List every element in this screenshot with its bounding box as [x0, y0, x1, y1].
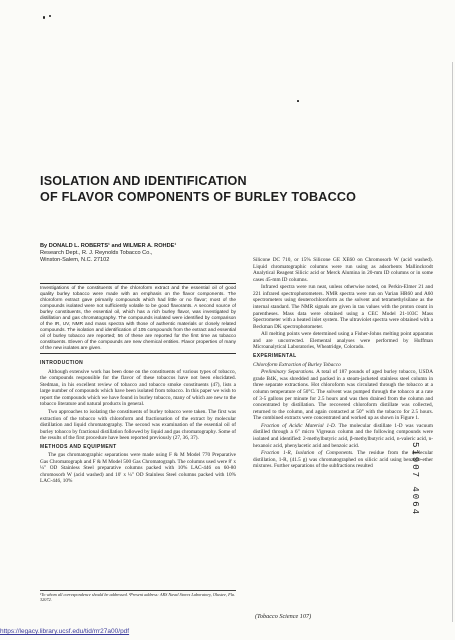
experimental-paragraph-1-lead: Preliminary Separations. — [261, 369, 315, 376]
author-names: By DONALD L. ROBERTS¹ and WILMER A. ROHDE¹ — [40, 243, 177, 249]
experimental-paragraph-1-text: A total of 187 pounds of aged burley tobacco, USDA grade B4K, was shredded and packed in a steam-jacketed stainless steel column in three separate extractions. Hot chloroform was circulated through the tobacco at a column temperature of 50°C. The solvent was pumped through the tobacco at a rate of 3-5 gallons per minute for 2.5 hours and was then drained from the column and concentrated by distillation. The recovered chloroform distillate was collected, returned to the column, and again contacted at 50° with the tobacco for 2.5 hours. The combined extracts were concentrated and worked up as shown in Figure 1. — [253, 369, 433, 422]
source-url-link[interactable]: https://legacy.library.ucsf.edu/tid/rrr27a00/pdf — [0, 628, 130, 635]
right-paragraph-1: Silicone DC 710, or 15% Silicone GE XE60 on Chromosorb W (acid washed). Liquid chromatographic columns were run using as adsorbents Mallinckrodt Analytical Reagent Silicic acid or Merck Alumina in 20-mm ID columns or in some cases 45-mm ID columns. — [253, 257, 433, 283]
experimental-paragraph-3 — [253, 450, 433, 470]
abstract: Investigations of the constituents of the chloroform extract and the essential oil of good quality burley tobacco were made with an emphasis on the flavor components. The chloroform extract gave primarily compounds which had little or no flavor; most of the compounds isolated were not sufficiently volatile to be good flavorants. A second source of burley constituents, the essential oil, which has a rich burley flavor, was investigated by distillation and gas chromatography. The compounds isolated were identified by comparison of the IR, UV, NMR and mass spectra with those of authentic materials or closely related compounds. The isolation and identification of 105 compounds from the extract and essential oil of burley tobacco are reported; 56 of these are reported for the first time as tobacco constituents. Eleven of the compounds are new chemical entities. Flavor properties of many of the new isolates are given. — [40, 286, 236, 351]
intro-paragraph-2: Two approaches to isolating the constituents of burley tobacco were taken. The first was extraction of the tobacco with chloroform and fractionation of the extract by molecular distillation and liquid chromatography. The second was examination of the essential oil of burley tobacco by fractional distillation followed by liquid and gas chromatography. Some of the results of the first procedure have been reported previously (27, 36, 37). — [40, 409, 236, 442]
journal-footer: (Tobacco Science 107) — [255, 613, 312, 620]
experimental-paragraph-1 — [253, 369, 433, 421]
abstract-bottom-rule — [40, 353, 236, 354]
experimental-paragraph-2-text: The molecular distillate 1-D was vacuum distilled through a 6" micro Vigreaux column and the following compounds were isolated and identified: 2-methylbutyric acid, β-methylbutyric acid, n-valeric acid, n-hexanoic acid, phenylacetic acid and benzoic acid. — [253, 422, 433, 449]
experimental-paragraph-3-text: The residue from the molecular distillation, 1-R, (41.5 g) was chromatographed on silicic acid using benzene-ether mixtures. Further separations of the subfractions resulted — [253, 450, 433, 470]
section-heading-methods: METHODS AND EQUIPMENT — [40, 443, 117, 450]
experimental-paragraph-2 — [253, 423, 433, 449]
methods-paragraph-1: The gas chromatographic separations were made using F & M Model 770 Preparative Gas Chromatograph and F & M Model 500 Gas Chromatograph. The columns used were 8' x ¼" OD Stainless Steel preparative columns packed with 10% LAC-446 on 60-80 chromosorb W (acid washed) and 10' x ¼" OD Stainless Steel columns packed with 10% LAC-446, 10% — [40, 452, 236, 485]
intro-paragraph-1: Although extensive work has been done on the constituents of various types of tobacco, the compounds responsible for the flavor of these tobaccos have not been elucidated. Stedman, in his excellent review of tobacco and tobacco smoke constituents (47), lists a large number of compounds which have been isolated from tobacco. In this paper we wish to report the compounds which we have found in burley tobacco, many of which are new to the tobacco literature and natural products in general. — [40, 368, 236, 408]
affiliation-line-2: Winston-Salem, N.C. 27102 — [40, 257, 110, 264]
experimental-subheading: Chloroform Extraction of Burley Tobacco — [253, 361, 341, 368]
scan-speck — [43, 16, 45, 19]
section-heading-experimental: EXPERIMENTAL — [253, 353, 297, 360]
paper-title — [40, 173, 357, 205]
title-line-2: OF FLAVOR COMPONENTS OF BURLEY TOBACCO — [40, 190, 357, 204]
left-column-body — [40, 358, 236, 486]
bates-number: 51907 4064 — [410, 442, 420, 517]
right-paragraph-3: All melting points were determined using a Fisher-Johns melting point apparatus and are uncorrected. Elemental analyses were performed by Huffman Microanalytical Laboratories, Wheatridge, Colorado. — [253, 331, 433, 351]
title-line-1: ISOLATION AND IDENTIFICATION — [40, 174, 247, 188]
experimental-paragraph-2-lead: Fraction of Acidic Material 1-D. — [261, 422, 336, 429]
right-paragraph-2: Infrared spectra were run neat, unless otherwise noted, on Perkin-Elmer 21 and 221 infrared spectrophotometers. NMR spectra were run on Varian HR60 and A60 spectrometers using deuterochloroform as the solvent and tetramethylsilane as the internal standard. The NMR signals are given in tau values with the proton count in parentheses. Mass data were obtained using a CEC Model 21-103C Mass Spectrometer with a heated inlet system. The ultraviolet spectra were obtained with a Beckman DK spectrophotometer. — [253, 284, 433, 330]
footnote: ¹To whom all correspondence should be addressed. ²Present address: ARS Naval Stores Laboratory, Olustee, Fla. 32072. — [40, 592, 236, 603]
section-heading-introduction: INTRODUCTION — [40, 360, 84, 366]
experimental-paragraph-3-lead: Fraction 1-R, Isolation of Components. — [261, 450, 354, 457]
affiliation-line-1: Research Dept., R. J. Reynolds Tobacco Co., — [40, 250, 153, 257]
scan-border-line — [452, 62, 453, 622]
right-column-body — [253, 257, 433, 471]
scan-speck — [297, 100, 299, 102]
abstract-top-rule — [40, 283, 236, 284]
scan-speck — [49, 15, 51, 17]
author-block — [40, 243, 240, 265]
